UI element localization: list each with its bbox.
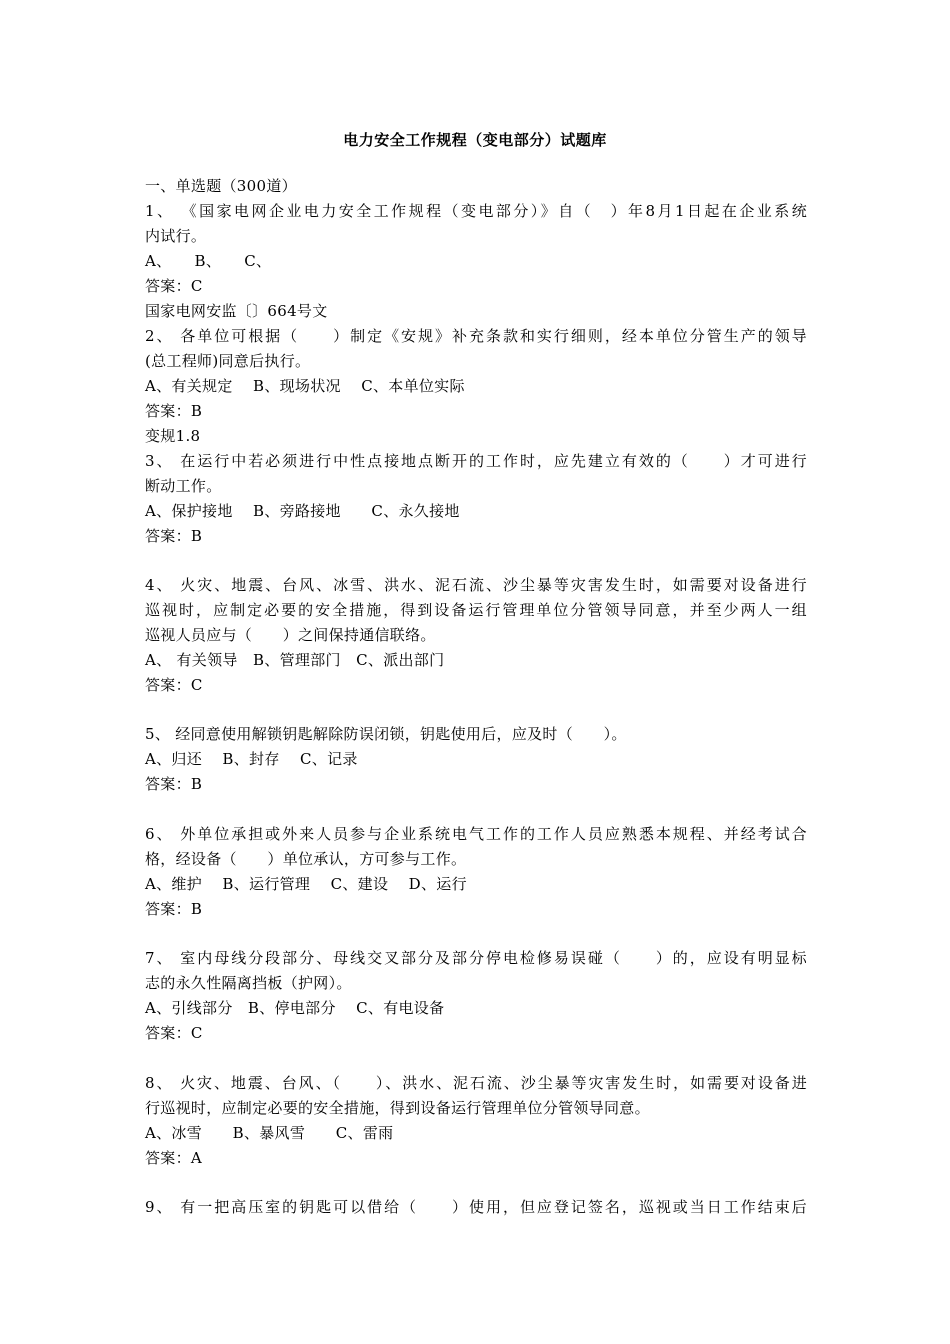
question-2-text: 2、 各单位可根据（ ）制定《安规》补充条款和实行细则，经本单位分管生产的领导	[145, 327, 807, 345]
question-7-text-cont: 志的永久性隔离挡板（护网）。	[145, 974, 352, 992]
question-6-text: 6、 外单位承担或外来人员参与企业系统电气工作的工作人员应熟悉本规程、并经考试合	[145, 825, 807, 843]
question-5-answer: 答案：B	[145, 775, 203, 793]
question-4-text: 4、 火灾、地震、台风、冰雪、洪水、泥石流、沙尘暴等灾害发生时，如需要对设备进行	[145, 576, 807, 594]
question-4-answer: 答案：C	[145, 676, 203, 694]
question-6-text-cont: 格，经设备（ ）单位承认，方可参与工作。	[145, 850, 467, 868]
question-2-answer: 答案：B	[145, 402, 203, 420]
question-5-options: A、归还 B、封存 C、记录	[145, 750, 358, 768]
document-title: 电力安全工作规程（变电部分）试题库	[343, 131, 607, 149]
question-9-text: 9、 有一把高压室的钥匙可以借给（ ）使用，但应登记签名，巡视或当日工作结束后	[145, 1198, 807, 1216]
question-2-reference: 变规1.8	[145, 427, 201, 445]
question-5-text: 5、 经同意使用解锁钥匙解除防误闭锁，钥匙使用后，应及时（ ）。	[145, 725, 627, 743]
question-3-options: A、保护接地 B、旁路接地 C、永久接地	[145, 502, 460, 520]
question-1-text-cont: 内试行。	[145, 227, 207, 245]
question-4-text-cont2: 巡视人员应与（ ）之间保持通信联络。	[145, 626, 436, 644]
question-1-answer: 答案：C	[145, 277, 203, 295]
question-6-options: A、维护 B、运行管理 C、建设 D、运行	[145, 875, 467, 893]
question-2-options: A、有关规定 B、现场状况 C、本单位实际	[145, 377, 465, 395]
question-3-text-cont: 断动工作。	[145, 477, 222, 495]
question-7-options: A、引线部分 B、停电部分 C、有电设备	[145, 999, 445, 1017]
question-7-answer: 答案：C	[145, 1024, 203, 1042]
question-2-text-cont: (总工程师)同意后执行。	[145, 352, 311, 370]
question-8-text-cont: 行巡视时，应制定必要的安全措施，得到设备运行管理单位分管领导同意。	[145, 1099, 650, 1117]
question-1-text: 1、 《国家电网企业电力安全工作规程（变电部分）》自（ ）年8月1日起在企业系统	[145, 202, 807, 220]
question-3-text: 3、 在运行中若必须进行中性点接地点断开的工作时，应先建立有效的（ ）才可进行	[145, 452, 807, 470]
question-4-options: A、 有关领导 B、管理部门 C、派出部门	[145, 651, 445, 669]
question-6-answer: 答案：B	[145, 900, 203, 918]
question-1-reference: 国家电网安监〔〕664号文	[145, 302, 328, 320]
question-4-text-cont: 巡视时，应制定必要的安全措施，得到设备运行管理单位分管领导同意，并至少两人一组	[145, 601, 807, 619]
question-3-answer: 答案：B	[145, 527, 203, 545]
question-1-options: A、 B、 C、	[145, 252, 272, 270]
question-7-text: 7、 室内母线分段部分、母线交叉部分及部分停电检修易误碰（ ）的，应设有明显标	[145, 949, 807, 967]
question-8-answer: 答案：A	[145, 1149, 203, 1167]
question-8-text: 8、 火灾、地震、台风、（ ）、洪水、泥石流、沙尘暴等灾害发生时，如需要对设备进	[145, 1074, 807, 1092]
section-heading: 一、单选题（300道）	[145, 177, 297, 195]
question-8-options: A、冰雪 B、暴风雪 C、雷雨	[145, 1124, 394, 1142]
